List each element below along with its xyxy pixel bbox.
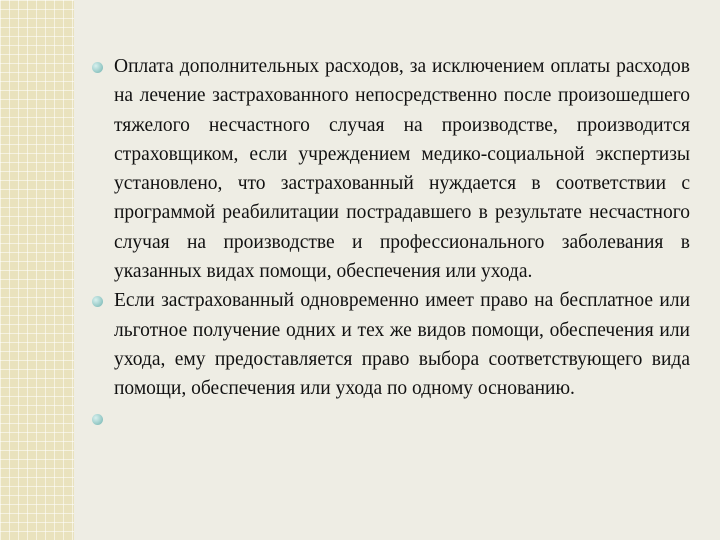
bullet-icon (92, 296, 103, 307)
bullet-item-3 (92, 404, 690, 433)
bullet-icon (92, 414, 103, 425)
decorative-left-band (0, 0, 74, 540)
bullet-icon (92, 62, 103, 73)
bullet-text-2: Если застрахованный одновременно имеет право на бесплатное или льготное получение одних и тех же видов помощи, обеспечения или ухода, ему предоставляется право выбора соответствующего вида помощи, обеспечения или ухода по одному основанию. (114, 290, 690, 400)
bullet-text-1: Оплата дополнительных расходов, за исключением оплаты расходов на лечение застрахованного непосредственно после произошедшего тяжелого несчастного случая на производстве, производится страховщиком, если учреждением медико-социальной экспертизы установлено, что застрахованный нуждается в соответствии с программой реабилитации пострадавшего в результате несчастного случая на производстве и профессионального заболевания в указанных видах помощи, обеспечения или ухода. (114, 56, 690, 283)
slide-content (92, 52, 690, 433)
bullet-item-2 (92, 286, 690, 403)
bullet-item-1 (92, 52, 690, 286)
